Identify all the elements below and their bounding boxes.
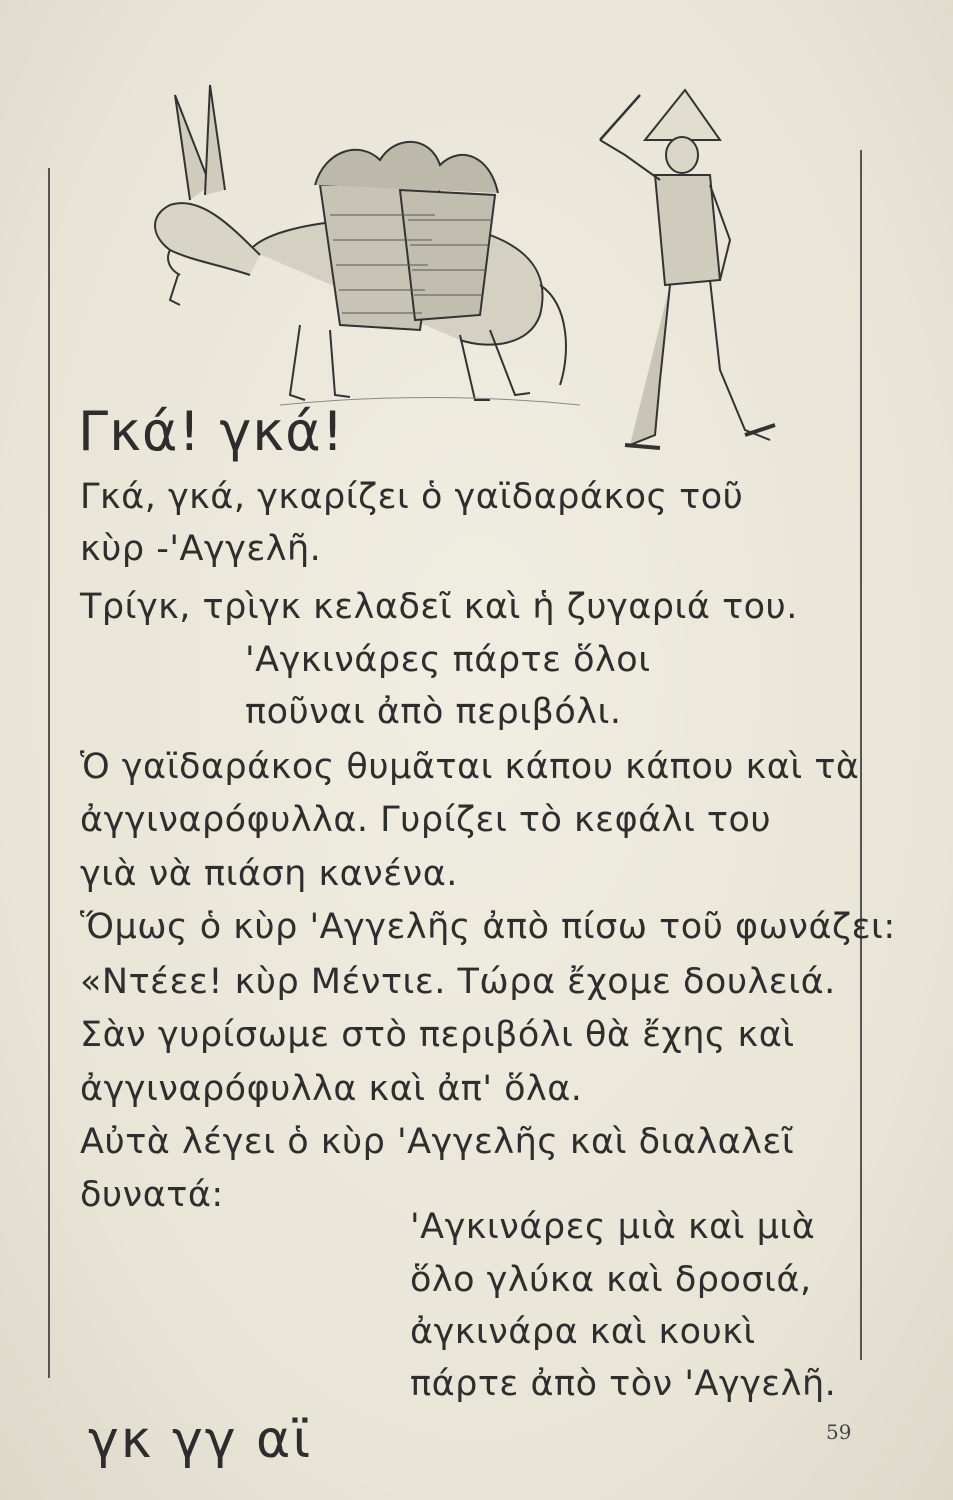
text-line: ἀγγιναρόφυλλα. Γυρίζει τὸ κεφάλι του	[80, 800, 772, 840]
page-number: 59	[826, 1420, 852, 1444]
poem-line: ὅλο γλύκα καὶ δροσιά,	[410, 1260, 812, 1300]
text-line: ἀγγιναρόφυλλα καὶ ἀπ' ὅλα.	[80, 1069, 583, 1109]
poem-line: ἀγκινάρα καὶ κουκὶ	[410, 1312, 756, 1352]
text-line: 'Αγκινάρες πάρτε ὅλοι	[245, 640, 651, 680]
text-line: δυνατά:	[80, 1175, 224, 1215]
text-line: Ὁ γαϊδαράκος θυμᾶται κάπου κάπου καὶ τὰ	[80, 747, 860, 787]
text-line: γιὰ νὰ πιάση κανένα.	[80, 854, 458, 894]
footer-letters: γκ γγ αϊ	[88, 1410, 312, 1470]
farmer-illustration	[570, 80, 790, 470]
poem-line: 'Αγκινάρες μιὰ καὶ μιὰ	[410, 1207, 816, 1247]
text-line: «Ντέεε! κὺρ Μέντιε. Τώρα ἔχομε δουλειά.	[80, 962, 836, 1002]
text-line: Ὅμως ὁ κὺρ 'Αγγελῆς ἀπὸ πίσω τοῦ φωνάζει:	[80, 907, 896, 947]
left-margin-rule	[48, 168, 50, 1378]
text-line: Γκά, γκά, γκαρίζει ὁ γαϊδαράκος τοῦ	[80, 477, 744, 517]
lesson-title: Γκά! γκά!	[78, 400, 345, 463]
text-line: Σὰν γυρίσωμε στὸ περιβόλι θὰ ἔχης καὶ	[80, 1015, 795, 1055]
donkey-illustration	[130, 75, 600, 420]
text-line: Αὐτὰ λέγει ὁ κὺρ 'Αγγελῆς καὶ διαλαλεῖ	[80, 1122, 795, 1162]
text-line: ποῦναι ἀπὸ περιβόλι.	[245, 692, 622, 732]
poem-line: πάρτε ἀπὸ τὸν 'Αγγελῆ.	[410, 1364, 837, 1404]
right-margin-rule	[860, 150, 862, 1360]
text-line: Τρίγκ, τρὶγκ κελαδεῖ καὶ ἡ ζυγαριά του.	[80, 587, 798, 627]
text-line: κὺρ -'Αγγελῆ.	[80, 529, 322, 569]
